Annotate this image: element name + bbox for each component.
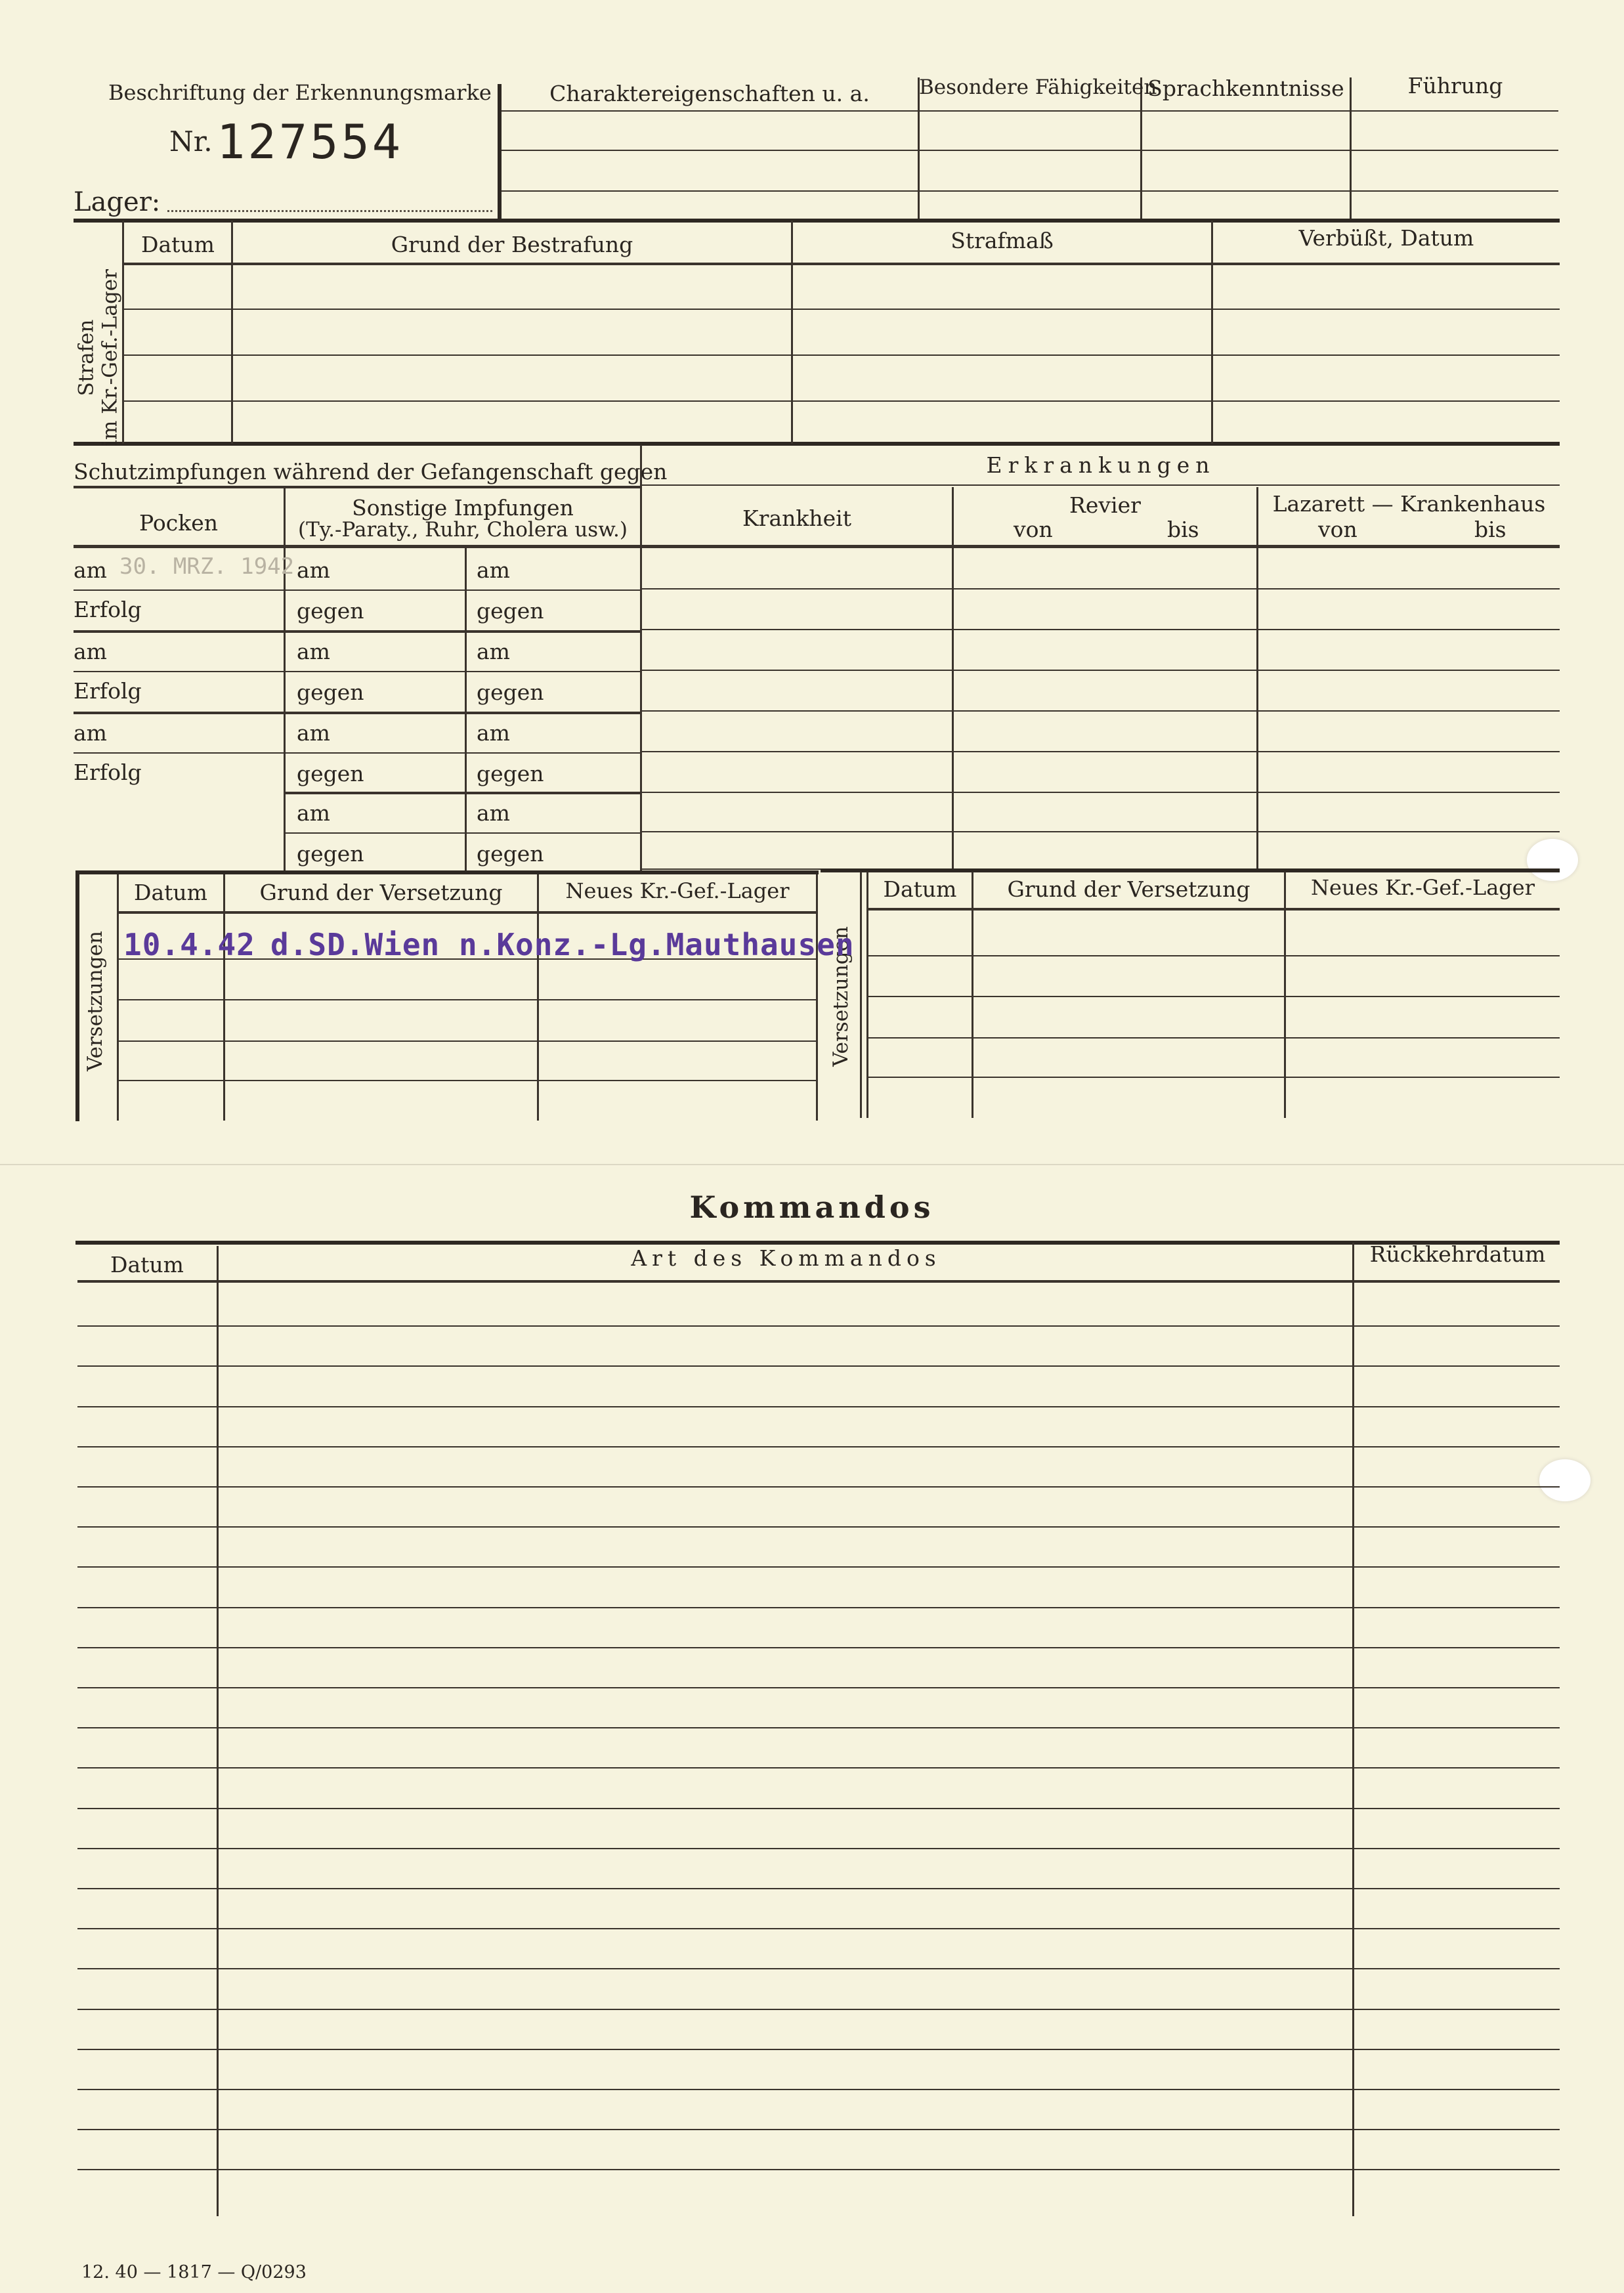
kommandos-rule-line bbox=[77, 1727, 1560, 1728]
lager-label: Lager: bbox=[74, 187, 161, 217]
pair-row-7b: am bbox=[477, 800, 510, 826]
pair-row-1b: am bbox=[477, 557, 510, 583]
col-sonstige-line1: Sonstige Impfungen bbox=[352, 495, 574, 521]
left-row-4: Erfolg bbox=[74, 678, 142, 704]
col-lazarett: Lazarett — Krankenhaus bbox=[1272, 491, 1546, 517]
strafen-col-verbuesst: Verbüßt, Datum bbox=[1298, 225, 1474, 251]
kommandos-rule-line bbox=[77, 2089, 1560, 2090]
strafen-col-datum: Datum bbox=[141, 232, 215, 257]
kommandos-rule-line bbox=[77, 1928, 1560, 1929]
pair-row-2b: gegen bbox=[477, 598, 544, 624]
kommandos-rule-line bbox=[77, 1566, 1560, 1568]
vers-col-lager-left: Neues Kr.-Gef.-Lager bbox=[565, 878, 790, 903]
col-sprachen: Sprachkenntnisse bbox=[1147, 75, 1344, 101]
left-row-3: am bbox=[74, 639, 107, 664]
versetzungen-side-label-right: Versetzungen bbox=[829, 926, 853, 1067]
pair-row-5b: am bbox=[477, 720, 510, 746]
pair-row-3b: am bbox=[477, 639, 510, 664]
kommandos-rule-line bbox=[77, 1607, 1560, 1608]
pair-row-3a: am bbox=[297, 639, 330, 664]
strafen-side-label bbox=[75, 269, 121, 446]
kommandos-rule-line bbox=[77, 1848, 1560, 1849]
kommandos-rule-line bbox=[77, 2169, 1560, 2170]
col-krankheit: Krankheit bbox=[742, 505, 851, 531]
col-pocken: Pocken bbox=[139, 510, 218, 536]
komm-col-rueckkehr: Rückkehrdatum bbox=[1369, 1241, 1546, 1267]
vers-col-datum-right: Datum bbox=[883, 876, 957, 902]
col-fuehrung: Führung bbox=[1407, 73, 1503, 98]
strafen-side-line2: im Kr.-Gef.-Lager bbox=[98, 269, 121, 446]
kommandos-rule-line bbox=[77, 1647, 1560, 1648]
komm-col-datum: Datum bbox=[110, 1252, 184, 1277]
nr-value: 127554 bbox=[217, 114, 404, 169]
vers-col-grund-left: Grund der Versetzung bbox=[259, 880, 503, 905]
col-sonstige-line2: (Ty.-Paraty., Ruhr, Cholera usw.) bbox=[298, 518, 628, 542]
vers-col-lager-right: Neues Kr.-Gef.-Lager bbox=[1311, 875, 1535, 900]
marke-label: Beschriftung der Erkennungsmarke bbox=[108, 80, 492, 105]
kommandos-rule-line bbox=[77, 1687, 1560, 1688]
pair-row-6a: gegen bbox=[297, 761, 364, 786]
komm-col-art: Art des Kommandos bbox=[631, 1245, 941, 1271]
pair-row-5a: am bbox=[297, 720, 330, 746]
kommandos-rule-line bbox=[77, 2129, 1560, 2130]
versetzungen-side-label-left: Versetzungen bbox=[83, 931, 108, 1071]
left-row-6: Erfolg bbox=[74, 760, 142, 785]
pair-row-7a: am bbox=[297, 800, 330, 826]
vers-col-datum-left: Datum bbox=[134, 880, 207, 905]
pair-row-4b: gegen bbox=[477, 679, 544, 705]
header-divider bbox=[498, 84, 502, 222]
erkrankungen-title: Erkrankungen bbox=[986, 452, 1216, 478]
pair-row-8b: gegen bbox=[477, 841, 544, 867]
left-row-5: am bbox=[74, 720, 107, 746]
col-charakter: Charaktereigenschaften u. a. bbox=[549, 81, 870, 106]
pocken-date-stamp: 30. MRZ. 1942 bbox=[119, 553, 295, 580]
strafen-side-line1: Strafen bbox=[74, 319, 98, 396]
kommandos-rule-line bbox=[77, 1446, 1560, 1447]
revier-von: von bbox=[1014, 517, 1053, 542]
kommandos-rule-line bbox=[77, 1888, 1560, 1889]
punch-hole bbox=[1539, 1459, 1591, 1501]
left-row-2: Erfolg bbox=[74, 597, 142, 622]
revier-bis: bis bbox=[1167, 517, 1199, 542]
kommandos-rule-line bbox=[77, 2049, 1560, 2050]
print-code: 12. 40 — 1817 — Q/0293 bbox=[81, 2262, 307, 2282]
kommandos-rule-line bbox=[77, 2009, 1560, 2010]
strafen-col-grund: Grund der Bestrafung bbox=[391, 232, 633, 257]
nr-label: Nr. bbox=[169, 125, 213, 158]
fold-line bbox=[0, 1164, 1624, 1165]
strafen-col-strafmass: Strafmaß bbox=[951, 228, 1054, 253]
versetzung-entry-text: d.SD.Wien n.Konz.-Lg.Mauthausen bbox=[270, 927, 855, 962]
kommandos-rule-line bbox=[77, 1325, 1560, 1327]
vers-col-grund-right: Grund der Versetzung bbox=[1007, 876, 1250, 902]
kommandos-rule-line bbox=[77, 1486, 1560, 1488]
kommandos-rule-line bbox=[77, 1767, 1560, 1768]
lazarett-von: von bbox=[1318, 517, 1357, 542]
pair-row-6b: gegen bbox=[477, 761, 544, 786]
col-revier: Revier bbox=[1069, 492, 1141, 518]
lazarett-bis: bis bbox=[1474, 517, 1506, 542]
pair-row-4a: gegen bbox=[297, 679, 364, 705]
pair-row-2a: gegen bbox=[297, 598, 364, 624]
lager-dotted-line bbox=[167, 210, 492, 212]
kommandos-rule-line bbox=[77, 1968, 1560, 1969]
kommandos-rule-line bbox=[77, 1526, 1560, 1528]
kommandos-rule-line bbox=[77, 1808, 1560, 1809]
left-row-1: am bbox=[74, 557, 107, 583]
impfungen-title: Schutzimpfungen während der Gefangenschaft gegen bbox=[74, 459, 668, 484]
pair-row-8a: gegen bbox=[297, 841, 364, 867]
versetzung-entry-date: 10.4.42 bbox=[123, 927, 255, 962]
pair-row-1a: am bbox=[297, 557, 330, 583]
kommandos-rule-line bbox=[77, 1406, 1560, 1407]
kommandos-rule-line bbox=[77, 1365, 1560, 1367]
col-faehigkeiten: Besondere Fähigkeiten bbox=[919, 75, 1157, 99]
kommandos-title: Kommandos bbox=[689, 1189, 935, 1225]
